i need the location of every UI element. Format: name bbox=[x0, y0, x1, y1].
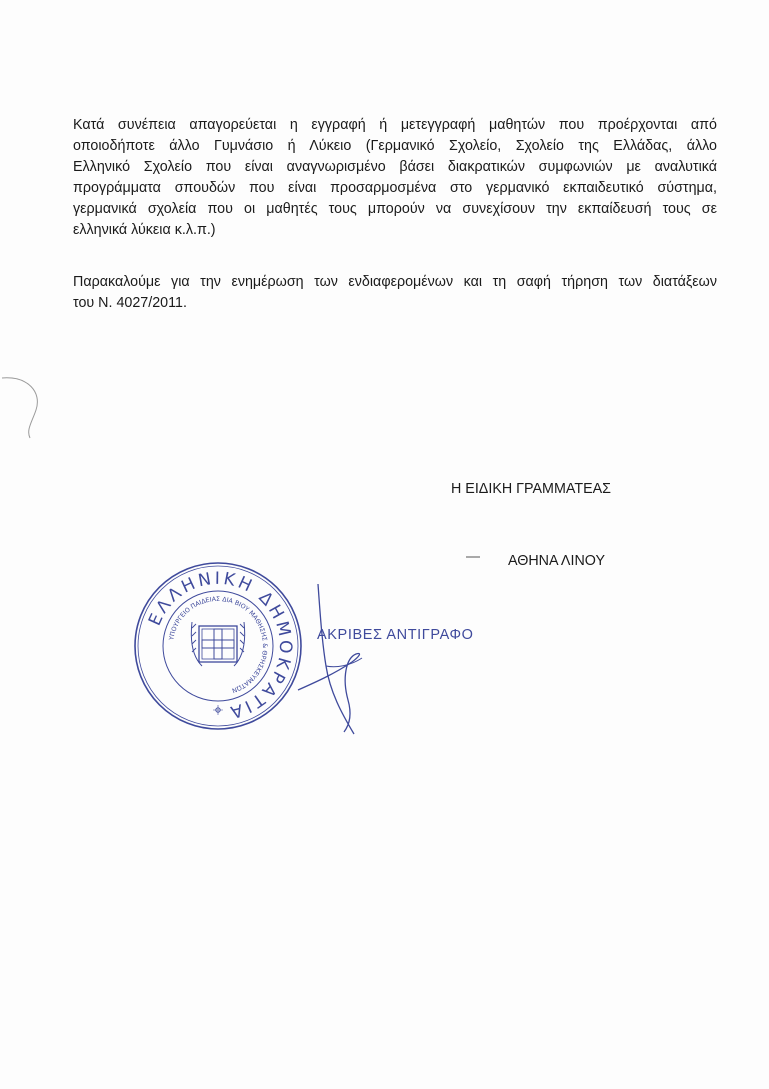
dash-mark bbox=[466, 546, 480, 550]
handwritten-signature bbox=[290, 582, 410, 742]
star-icon bbox=[213, 705, 223, 715]
seal-inner-text: ΥΠΟΥΡΓΕΙΟ ΠΑΙΔΕΙΑΣ ΔΙΑ ΒΙΟΥ ΜΑΘΗΣΗΣ & ΘΡΗΣΚΕΥΜΑΤΩΝ bbox=[168, 595, 269, 694]
paragraph-line: προγράμματα σπουδών που είναι προσαρμοσμένα στο γερμανικό εκπαιδευτικό σύστημα, bbox=[73, 180, 717, 196]
paragraph-line: Παρακαλούμε για την ενημέρωση των ενδιαφερομένων και τη σαφή τήρηση των διατάξεων bbox=[73, 274, 717, 290]
body-paragraph-request bbox=[73, 272, 717, 314]
paragraph-line: ελληνικά λύκεια κ.λ.π.) bbox=[73, 222, 216, 238]
paragraph-line: Κατά συνέπεια απαγορεύεται η εγγραφή ή μετεγγραφή μαθητών που προέρχονται από bbox=[73, 117, 717, 133]
body-paragraph-prohibition bbox=[73, 115, 717, 241]
paragraph-line: γερμανικά σχολεία που οι μαθητές τους μπορούν να συνεχίσουν την εκπαίδευσή τους σε bbox=[73, 201, 717, 217]
paragraph-line: Ελληνικό Σχολείο που είναι αναγνωρισμένο βάσει διακρατικών συμφωνιών με αναλυτικά bbox=[73, 159, 717, 175]
signatory-name: ΑΘΗΝΑ ΛΙΝΟΥ bbox=[508, 553, 605, 569]
seal-outer-text: ΕΛΛΗΝΙΚΗ ΔΗΜΟΚΡΑΤΙΑ bbox=[144, 568, 296, 723]
certified-copy-stamp: ΑΚΡΙΒΕΣ ΑΝΤΙΓΡΑΦΟ bbox=[317, 627, 474, 643]
coat-of-arms-icon bbox=[191, 622, 244, 666]
paragraph-line: οποιοδήποτε άλλο Γυμνάσιο ή Λύκειο (Γερμανικό Σχολείο, Σχολείο της Ελλάδας, άλλο bbox=[73, 138, 717, 154]
paragraph-line: του Ν. 4027/2011. bbox=[73, 295, 187, 311]
svg-text:ΥΠΟΥΡΓΕΙΟ ΠΑΙΔΕΙΑΣ ΔΙΑ ΒΙΟΥ ΜΑ bbox=[168, 596, 268, 694]
official-seal-stamp bbox=[132, 560, 304, 732]
signatory-title: Η ΕΙΔΙΚΗ ΓΡΑΜΜΑΤΕΑΣ bbox=[451, 481, 611, 497]
scan-artifact-mark bbox=[0, 370, 50, 440]
